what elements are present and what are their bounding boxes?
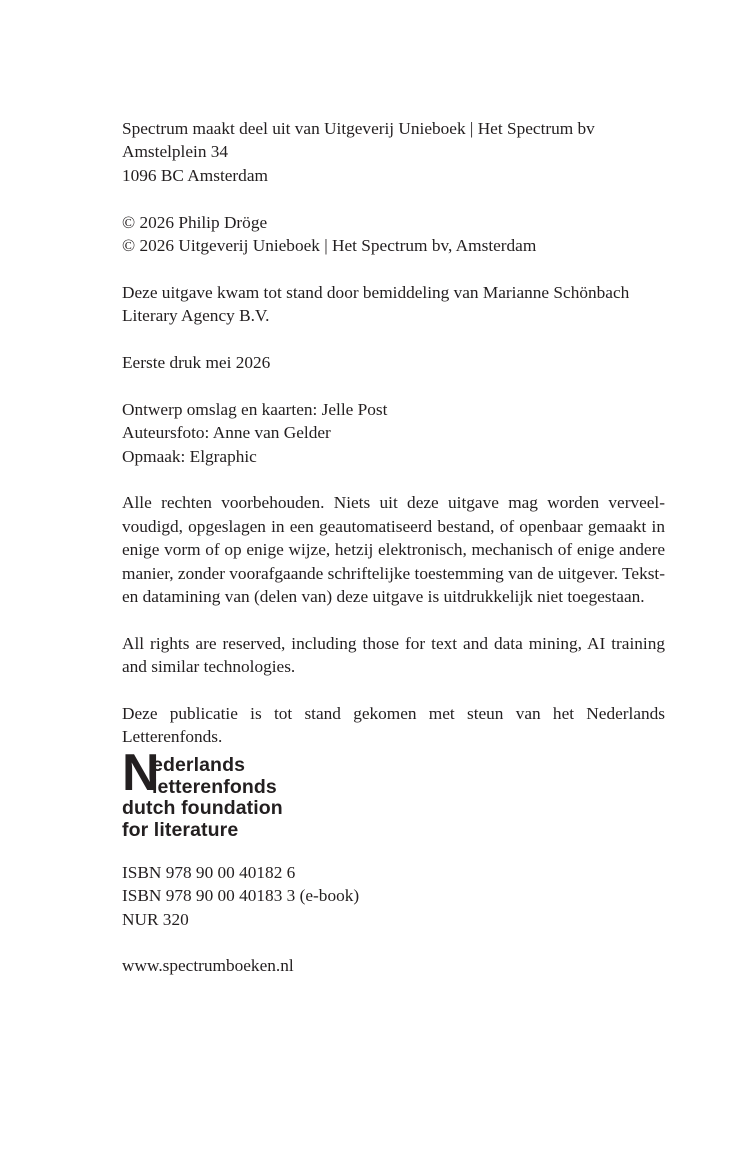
copyright-author: © 2026 Philip Dröge (122, 212, 268, 232)
copyright-publisher: © 2026 Uitgeverij Unieboek | Het Spectrum bv, Amsterdam (122, 236, 537, 256)
website-block (122, 954, 665, 977)
publisher-line: Spectrum maakt deel uit van Uitgeverij Unieboek | Het Spectrum bv (122, 119, 595, 138)
isbn-print: ISBN 978 90 00 40182 6 (122, 862, 296, 882)
cover-credit: Ontwerp omslag en kaarten: Jelle Post (122, 399, 388, 419)
publisher-city: 1096 BC Amsterdam (122, 165, 268, 185)
first-print: Eerste druk mei 2026 (122, 353, 271, 373)
letterenfonds-logo (122, 743, 322, 841)
layout-credit: Opmaak: Elgraphic (122, 446, 257, 466)
copyright-block (122, 211, 665, 258)
photo-credit: Auteursfoto: Anne van Gelder (122, 423, 331, 443)
colophon-page (122, 117, 665, 1001)
logo-line-4: for literature (122, 818, 239, 841)
agency-block (122, 281, 665, 328)
isbn-block (122, 861, 665, 931)
credits-block (122, 398, 665, 468)
publisher-block (122, 117, 665, 187)
isbn-ebook: ISBN 978 90 00 40183 3 (e-book) (122, 886, 360, 906)
website-url: www.spectrumboeken.nl (122, 956, 294, 976)
rights-english: All rights are reserved, including those for text and data mining, AI training and similar technologies. (122, 633, 665, 677)
first-print-block (122, 351, 665, 374)
logo-line-1: ederlands (152, 753, 246, 776)
logo-initial: N (122, 743, 160, 802)
logo-line-2: letterenfonds (152, 775, 277, 798)
rights-dutch: Alle rechten voorbehouden. Niets uit deze uitgave mag worden verveel-voudigd, opgeslagen in een geautomatiseerd bestand, of openbaar gemaakt in enige vorm of op enige wijze, hetzij elektronisch, mechanisch of enige andere manier, zonder voorafgaande schriftelijke toestemming van de uitgever. Tekst- en datamining van (delen van) deze uitgave is uitdrukkelijk niet toegestaan. (122, 493, 665, 607)
agency-line-2: Literary Agency B.V. (122, 306, 270, 326)
agency-line-1: Deze uitgave kwam tot stand door bemiddeling van Marianne Schönbach (122, 282, 630, 302)
support-statement: Deze publicatie is tot stand gekomen met steun van het Nederlands Letterenfonds. (122, 704, 665, 747)
logo-line-3: dutch foundation (122, 797, 283, 820)
nur-code: NUR 320 (122, 909, 189, 929)
publisher-street: Amstelplein 34 (122, 142, 229, 162)
